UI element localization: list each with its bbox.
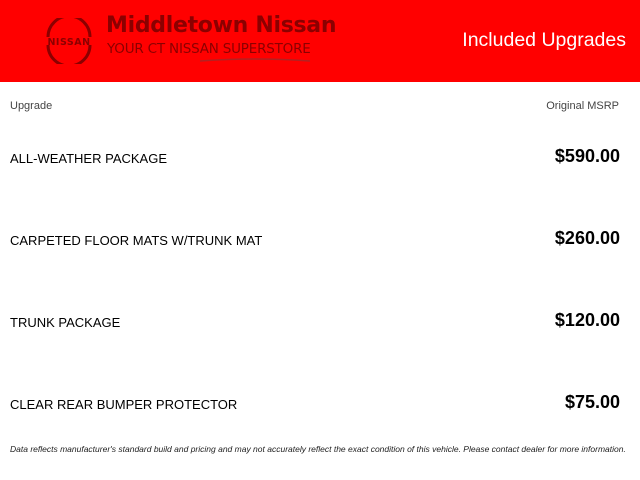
upgrade-name: ALL-WEATHER PACKAGE — [10, 151, 167, 166]
header-banner — [0, 0, 640, 82]
upgrade-row — [10, 228, 620, 252]
disclaimer-text: Data reflects manufacturer's standard build and pricing and may not accurately reflect the exact condition of this vehicle. Please contact dealer for more information. — [10, 444, 626, 454]
upgrade-row — [10, 310, 620, 334]
page-title: Included Upgrades — [462, 29, 626, 51]
upgrade-price: $120.00 — [554, 310, 620, 330]
column-header-upgrade: Upgrade — [10, 100, 53, 112]
upgrade-name: CARPETED FLOOR MATS W/TRUNK MAT — [10, 233, 263, 248]
badge-text: NISSAN — [47, 37, 91, 48]
nissan-badge-icon — [40, 18, 98, 64]
upgrade-name: TRUNK PACKAGE — [10, 315, 121, 330]
upgrade-row — [10, 146, 620, 170]
swoosh-graphic — [200, 57, 310, 63]
upgrade-row — [10, 392, 620, 416]
column-header-msrp: Original MSRP — [546, 100, 619, 112]
dealer-name: Middletown Nissan — [106, 13, 337, 38]
upgrade-price: $260.00 — [554, 228, 620, 248]
dealer-logo — [40, 13, 337, 70]
upgrade-price: $75.00 — [564, 392, 620, 412]
upgrade-price: $590.00 — [554, 146, 620, 166]
upgrade-name: CLEAR REAR BUMPER PROTECTOR — [10, 397, 238, 412]
dealer-tagline: YOUR CT NISSAN SUPERSTORE — [107, 41, 311, 57]
